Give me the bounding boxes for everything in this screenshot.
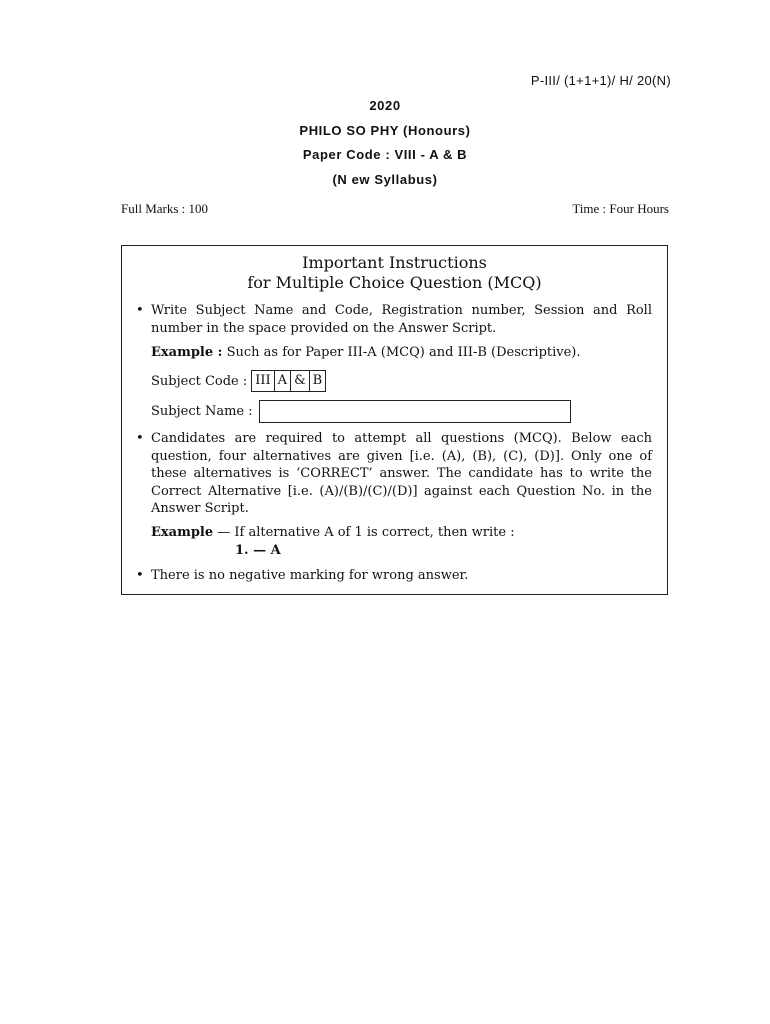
subject-code-label: Subject Code : (151, 373, 248, 389)
bullet-icon: • (136, 568, 144, 583)
subject-code-cell: B (312, 373, 323, 388)
instructions-title-line1: Important Instructions (302, 253, 487, 272)
instruction-item-2 (136, 430, 652, 518)
example-2-label: Example (151, 525, 214, 540)
subject-code-cell: & (291, 371, 310, 391)
syllabus-note: (N ew Syllabus) (332, 172, 438, 187)
example-1-label: Example : (151, 345, 223, 360)
instruction-item-3 (136, 567, 652, 585)
subject-code-cell: A (275, 371, 291, 391)
example-1-text: Such as for Paper III-A (MCQ) and III-B (Descriptive). (222, 345, 581, 360)
paper-title: Paper Code : VIII - A & B (302, 147, 468, 162)
example-1 (151, 345, 581, 360)
instructions-title (122, 253, 667, 293)
instructions-title-line2: for Multiple Choice Question (MCQ) (247, 273, 542, 292)
subject-code-cells (251, 370, 326, 392)
instruction-text-2: Candidates are required to attempt all questions (MCQ). Below each question, four alternatives are given [i.e. (A), (B), (C), (D)]. Only one of these alternatives is ‘CORRECT’ answer. The candidate has to write the Correct Alternative [i.e. (A)/(B)/(C)/(D)] against each Question No. in the Answer Script. (151, 431, 652, 516)
subject-name-box (259, 400, 571, 423)
paper-code: P-III/ (1+1+1)/ H/ 20(N) (530, 73, 671, 88)
example-2 (151, 525, 515, 540)
subject-name-row (151, 400, 571, 423)
example-2-answer (235, 543, 281, 558)
subject-title: PHILO SO PHY (Honours) (299, 123, 471, 138)
full-marks: Full Marks : 100 (121, 201, 209, 216)
example-2-answer-text: 1. — A (235, 543, 281, 558)
instructions-box (121, 245, 668, 595)
subject-code-cell: III (252, 371, 274, 391)
exam-year: 2020 (369, 98, 401, 113)
bullet-icon: • (136, 303, 144, 318)
instruction-item-1 (136, 302, 652, 337)
subject-name-label: Subject Name : (151, 404, 253, 419)
instruction-text-3: There is no negative marking for wrong answer. (151, 568, 469, 583)
subject-code-row (151, 370, 326, 392)
bullet-icon: • (136, 431, 144, 446)
exam-time: Time : Four Hours (572, 201, 669, 216)
example-2-text: — If alternative A of 1 is correct, then write : (213, 525, 515, 540)
instruction-text-1: Write Subject Name and Code, Registration number, Session and Roll number in the space provided on the Answer Script. (151, 303, 652, 336)
